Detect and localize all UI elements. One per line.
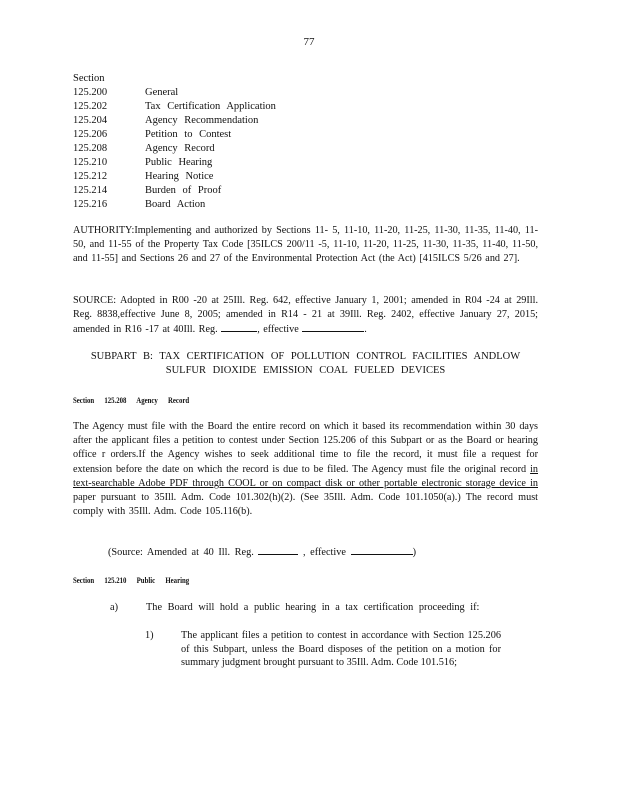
source-effective-label: , effective: [257, 324, 299, 336]
toc-section-title: Board Action: [145, 199, 206, 210]
section-125-208-source: [108, 545, 416, 558]
toc-section-number: 125.210: [73, 157, 108, 168]
subpart-heading-line2: SULFUR DIOXIDE EMISSION COAL FUELED DEVICES: [165, 365, 446, 376]
section-table-of-contents: [73, 72, 276, 212]
paragraph-label: 1): [145, 630, 154, 641]
blank-register-page: [258, 545, 298, 555]
source-end: .: [364, 324, 367, 336]
subsection-a: [110, 602, 479, 613]
toc-section-number: 125.214: [73, 185, 108, 196]
toc-section-number: 125.200: [73, 87, 108, 98]
toc-section-number: 125.212: [73, 171, 108, 182]
toc-section-title: General: [145, 87, 179, 98]
section-heading-125-208: Section 125.208 Agency Record: [73, 396, 190, 405]
paragraph-1: [145, 629, 501, 670]
body-text-end: paper pursuant to 35Ill. Adm. Code 101.302(h)(2). (See 35Ill. Adm. Code 101.1050(a).) The record must comply with 35Ill. Adm. Code 105.116(b).: [73, 492, 538, 518]
toc-section-number: 125.204: [73, 115, 108, 126]
subsection-label: a): [110, 602, 118, 613]
toc-section-title: Burden of Proof: [145, 185, 222, 196]
subpart-heading-line1: SUBPART B: TAX CERTIFICATION OF POLLUTION CONTROL FACILITIES ANDLOW: [90, 351, 521, 362]
toc-section-number: 125.202: [73, 101, 108, 112]
toc-row: [73, 114, 276, 128]
toc-row: [73, 86, 276, 100]
source-effective-label: , effective: [303, 547, 346, 558]
toc-row: [73, 184, 276, 198]
blank-effective-date: [302, 322, 364, 332]
blank-register-page: [221, 322, 257, 332]
toc-row: [73, 156, 276, 170]
toc-row: [73, 170, 276, 184]
toc-row: [73, 128, 276, 142]
toc-heading: Section: [73, 73, 105, 84]
subpart-heading: [73, 350, 538, 378]
subsection-text: The Board will hold a public hearing in a tax certification proceeding if:: [146, 602, 480, 613]
toc-section-number: 125.208: [73, 143, 108, 154]
toc-section-title: Petition to Contest: [145, 129, 232, 140]
source-note: [73, 294, 538, 338]
toc-section-title: Public Hearing: [145, 157, 213, 168]
toc-section-title: Agency Recommendation: [145, 115, 259, 126]
toc-row: [73, 198, 276, 212]
section-125-208-body: [73, 420, 538, 519]
body-amendment-underlined: in text-searchable Adobe PDF through COOL or on compact disk or other portable electronic storage device in: [73, 463, 538, 489]
toc-section-title: Agency Record: [145, 143, 215, 154]
section-heading-125-210: Section 125.210 Public Hearing: [73, 576, 190, 585]
blank-effective-date: [351, 545, 413, 555]
toc-section-title: Tax Certification Application: [145, 101, 276, 112]
toc-row: [73, 142, 276, 156]
source-text: SOURCE: Adopted in R00 -20 at 25Ill. Reg. 642, effective January 1, 2001; amended in R04 -24 at 29Ill. Reg. 8838,effective June 8, 2005; amended in R14 - 21 at 39Ill. Reg. 2402, effective January 27, 2015; amended in R16 -17 at 40Ill. Reg.: [73, 295, 538, 336]
toc-section-number: 125.206: [73, 129, 108, 140]
source-prefix: (Source: Amended at 40 Ill. Reg.: [108, 547, 254, 558]
source-end: ): [412, 547, 416, 558]
page-number: 77: [303, 36, 315, 48]
authority-note: AUTHORITY:Implementing and authorized by Sections 11- 5, 11-10, 11-20, 11-25, 11-30, 11-35, 11-40, 11-50, and 11-55 of the Property Tax Code [35ILCS 200/11 -5, 11-10, 11-20, 11-25, 11-30, 11-35, 11-40, 11-50, and 11-55] and Sections 26 and 27 of the Environmental Protection Act (the Act) [415ILCS 5/26 and 27].: [73, 225, 538, 265]
toc-section-number: 125.216: [73, 199, 108, 210]
toc-row: [73, 100, 276, 114]
paragraph-text: The applicant files a petition to contest in accordance with Section 125.206 of this Subpart, unless the Board disposes of the petition on a motion for summary judgment brought pursuant to 35Ill. Adm. Code 101.516;: [181, 630, 501, 668]
body-text: The Agency must file with the Board the entire record on which it based its recommendation within 30 days after the applicant files a petition to contest under Section 125.206 of this Subpart or as the Board or hearing office r orders.If the Agency wishes to seek additional time to file the record, it must file a request for extension before the date on which the record is due to be filed. The Agency must file the original record: [73, 421, 538, 475]
toc-section-title: Hearing Notice: [145, 171, 214, 182]
